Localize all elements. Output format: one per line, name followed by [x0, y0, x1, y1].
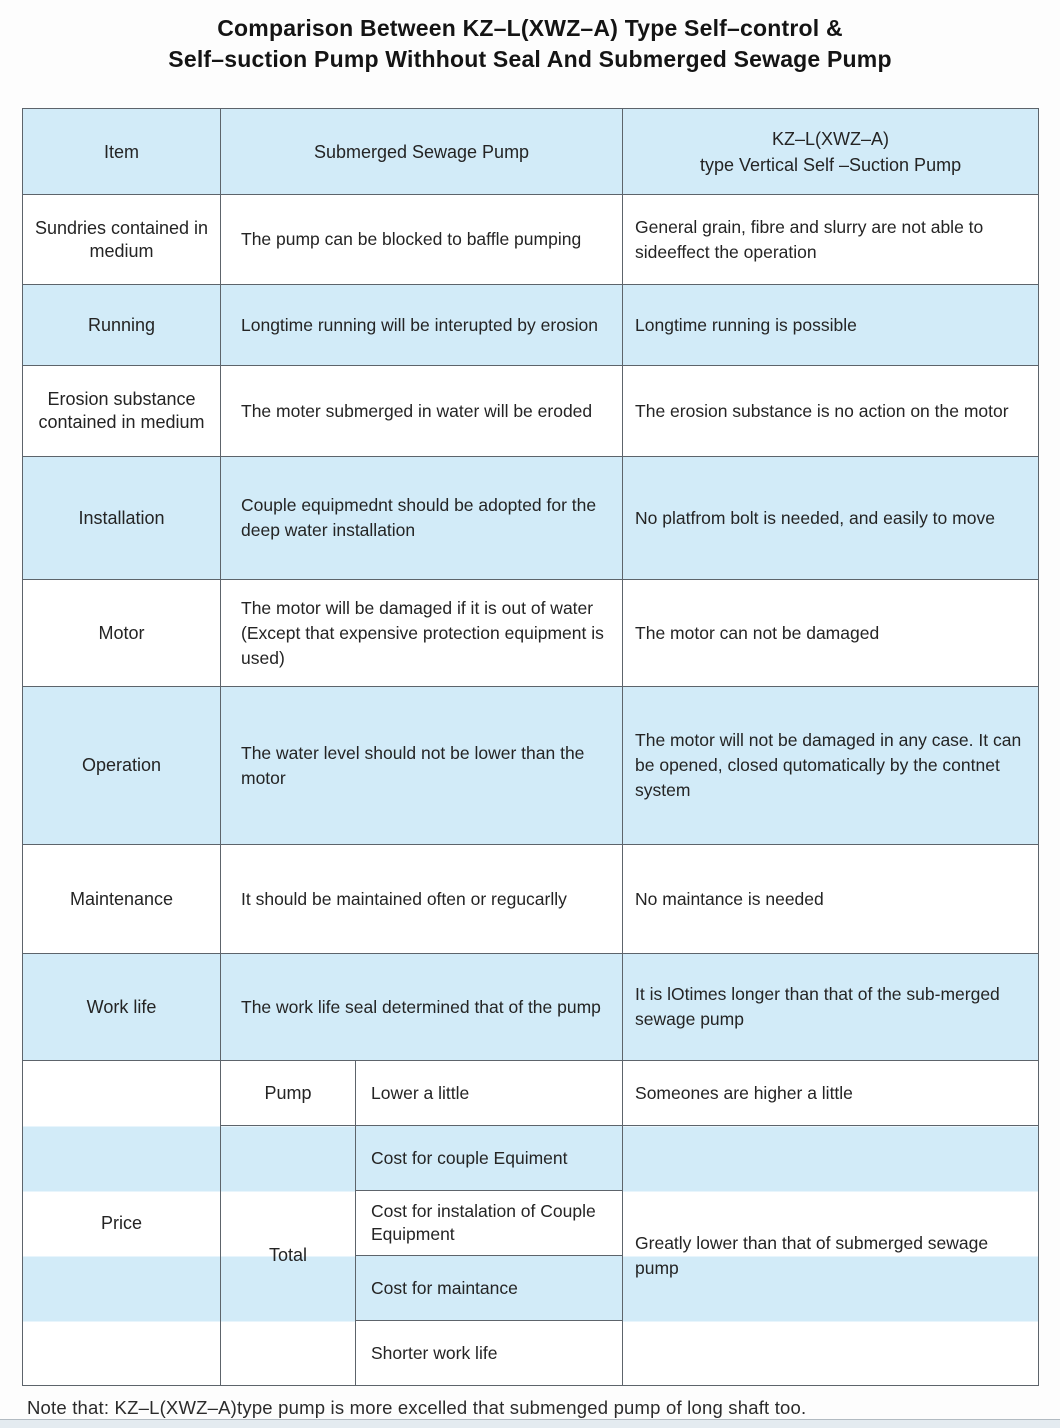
price-detail-installation-cost: Cost for instalation of Couple Equipment: [356, 1191, 623, 1256]
price-detail-shorter-work-life: Shorter work life: [356, 1321, 623, 1386]
table-row: [23, 285, 1039, 366]
row-operation-submerged: The water level should not be lower than the motor: [221, 687, 623, 845]
price-detail-couple-equipment-cost: Cost for couple Equiment: [356, 1126, 623, 1191]
row-installation-item: Installation: [23, 457, 221, 580]
row-sundries-submerged: The pump can be blocked to baffle pumping: [221, 195, 623, 285]
header-kz-line1: KZ–L(XWZ–A): [772, 128, 890, 149]
price-pump-detail: Lower a little: [356, 1061, 623, 1126]
row-worklife-item: Work life: [23, 954, 221, 1061]
row-operation-kz: The motor will not be damaged in any case. It can be opened, closed qutomatically by the contnet system: [623, 687, 1039, 845]
row-running-kz: Longtime running is possible: [623, 285, 1039, 366]
row-sundries-kz: General grain, fibre and slurry are not able to sideeffect the operation: [623, 195, 1039, 285]
table-row: [23, 366, 1039, 457]
table-row-price-pump: [23, 1061, 1039, 1126]
row-motor-kz: The motor can not be damaged: [623, 580, 1039, 687]
price-item-cell: Price: [23, 1061, 221, 1386]
bottom-page-strip: [0, 1419, 1060, 1428]
price-detail-maintenance-cost: Cost for maintance: [356, 1256, 623, 1321]
price-total-kz: Greatly lower than that of submerged sewage pump: [623, 1126, 1039, 1386]
page-title-line2: Self–suction Pump Withhout Seal And Submerged Sewage Pump: [168, 46, 892, 72]
table-row: [23, 687, 1039, 845]
row-installation-submerged: Couple equipmednt should be adopted for the deep water installation: [221, 457, 623, 580]
row-maintenance-kz: No maintance is needed: [623, 845, 1039, 954]
row-maintenance-item: Maintenance: [23, 845, 221, 954]
table-row: [23, 954, 1039, 1061]
price-total-label: Total: [221, 1126, 356, 1386]
row-motor-item: Motor: [23, 580, 221, 687]
header-kz-pump: [623, 109, 1039, 195]
page-title: [0, 13, 1060, 75]
row-sundries-item: Sundries contained in medium: [23, 195, 221, 285]
row-operation-item: Operation: [23, 687, 221, 845]
header-item: Item: [23, 109, 221, 195]
page-title-line1: Comparison Between KZ–L(XWZ–A) Type Self–control &: [217, 15, 843, 41]
row-installation-kz: No platfrom bolt is needed, and easily to move: [623, 457, 1039, 580]
row-erosion-kz: The erosion substance is no action on the motor: [623, 366, 1039, 457]
row-maintenance-submerged: It should be maintained often or regucarlly: [221, 845, 623, 954]
row-erosion-submerged: The moter submerged in water will be eroded: [221, 366, 623, 457]
row-worklife-kz: It is lOtimes longer than that of the sub-merged sewage pump: [623, 954, 1039, 1061]
row-running-item: Running: [23, 285, 221, 366]
row-running-submerged: Longtime running will be interupted by erosion: [221, 285, 623, 366]
comparison-table: [22, 108, 1039, 1386]
table-row: [23, 195, 1039, 285]
footnote: Note that: KZ–L(XWZ–A)type pump is more excelled that submenged pump of long shaft too.: [27, 1397, 807, 1418]
table-header-row: [23, 109, 1039, 195]
header-submerged-pump: Submerged Sewage Pump: [221, 109, 623, 195]
row-worklife-submerged: The work life seal determined that of the pump: [221, 954, 623, 1061]
price-pump-kz: Someones are higher a little: [623, 1061, 1039, 1126]
table-row: [23, 457, 1039, 580]
table-row: [23, 845, 1039, 954]
row-motor-submerged: The motor will be damaged if it is out of water (Except that expensive protection equipment is used): [221, 580, 623, 687]
row-erosion-item: Erosion substance contained in medium: [23, 366, 221, 457]
header-kz-line2: type Vertical Self –Suction Pump: [699, 154, 962, 175]
price-pump-label: Pump: [221, 1061, 356, 1126]
table-row: [23, 580, 1039, 687]
